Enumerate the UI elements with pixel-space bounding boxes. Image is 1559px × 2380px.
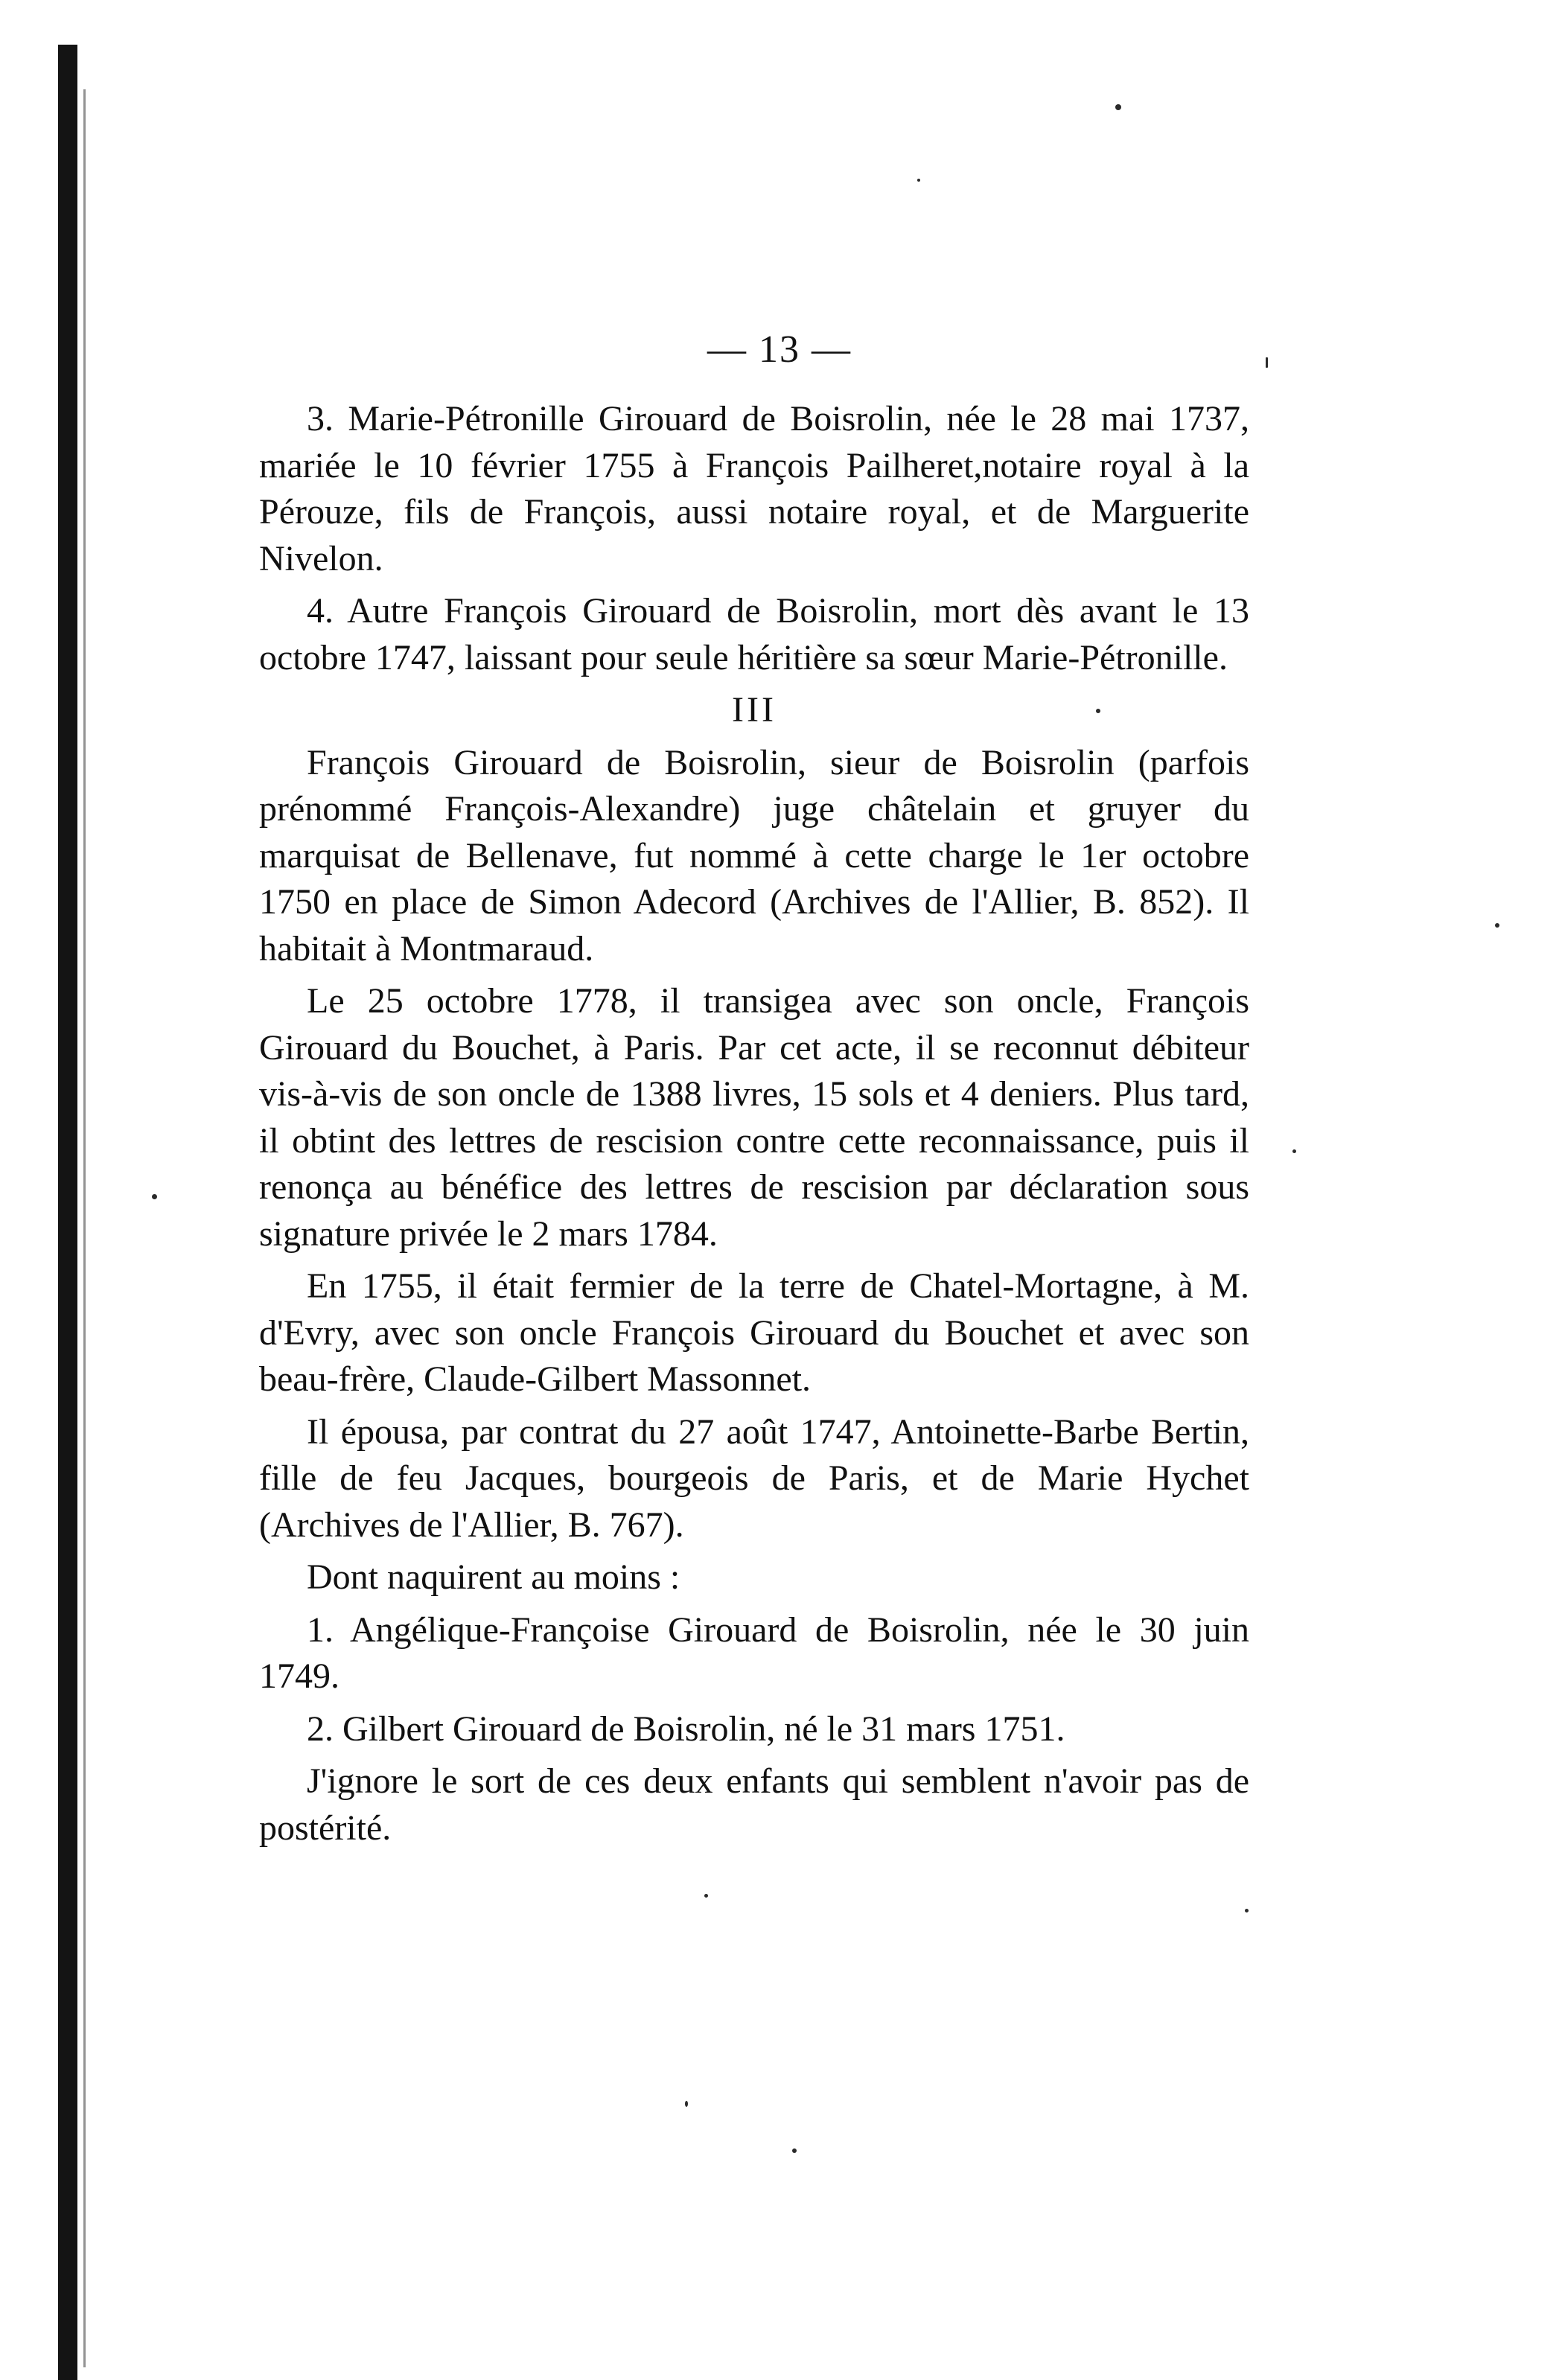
section-heading: III — [732, 690, 777, 730]
scan-speck — [917, 179, 920, 182]
paragraph: Dont naquirent au moins : — [307, 1557, 680, 1597]
paragraph: 3. Marie-Pétronille Girouard de Boisrolin, née le 28 mai 1737, mariée le 10 février 1755 à François Pailheret,notaire royal à la Pérouze, fils de François, aussi notaire royal, et de Marguerite Nivelon. — [259, 399, 1249, 578]
scan-speck — [1245, 1909, 1249, 1912]
paragraph: François Girouard de Boisrolin, sieur de Boisrolin (parfois prénommé François-Alexandre) juge châtelain et gruyer du marquisat de Bellenave, fut nommé à cette charge le 1er octobre 1750 en place de Simon Adecord (Archives de l'Allier, B. 852). Il habitait à Montmaraud. — [259, 742, 1249, 969]
page-number: — 13 — — [707, 328, 852, 371]
scan-speck — [152, 1194, 157, 1199]
paragraph: J'ignore le sort de ces deux enfants qui semblent n'avoir pas de postérité. — [259, 1761, 1249, 1848]
paragraph: 1. Angélique-Françoise Girouard de Boisrolin, née le 30 juin 1749. — [259, 1609, 1249, 1696]
scan-speck — [1115, 104, 1121, 110]
page-body — [259, 396, 1249, 1857]
scan-speck — [685, 2101, 688, 2107]
scan-binding-edge — [58, 45, 77, 2380]
paragraph: Il épousa, par contrat du 27 août 1747, Antoinette-Barbe Bertin, fille de feu Jacques, bourgeois de Paris, et de Marie Hychet (Archives de l'Allier, B. 767). — [259, 1411, 1249, 1545]
scan-speck — [792, 2148, 797, 2153]
paragraph: 4. Autre François Girouard de Boisrolin, mort dès avant le 13 octobre 1747, laissant pour seule héritière sa sœur Marie-Pétronille. — [259, 591, 1249, 677]
scan-binding-shadow — [83, 89, 86, 2367]
paragraph: Le 25 octobre 1778, il transigea avec son oncle, François Girouard du Bouchet, à Paris. Par cet acte, il se reconnut débiteur vis-à-vis de son oncle de 1388 livres, 15 sols et 4 deniers. Plus tard, il obtint des lettres de rescision contre cette reconnaissance, puis il renonça au bénéfice des lettres de rescision par déclaration sous signature privée le 2 mars 1784. — [259, 981, 1249, 1254]
scan-speck — [1292, 1149, 1296, 1153]
paragraph: En 1755, il était fermier de la terre de Chatel-Mortagne, à M. d'Evry, avec son oncle François Girouard du Bouchet et avec son beau-frère, Claude-Gilbert Massonnet. — [259, 1266, 1249, 1399]
paragraph: 2. Gilbert Girouard de Boisrolin, né le 31 mars 1751. — [307, 1709, 1065, 1749]
scan-speck — [1495, 923, 1499, 928]
scan-speck — [704, 1894, 708, 1898]
